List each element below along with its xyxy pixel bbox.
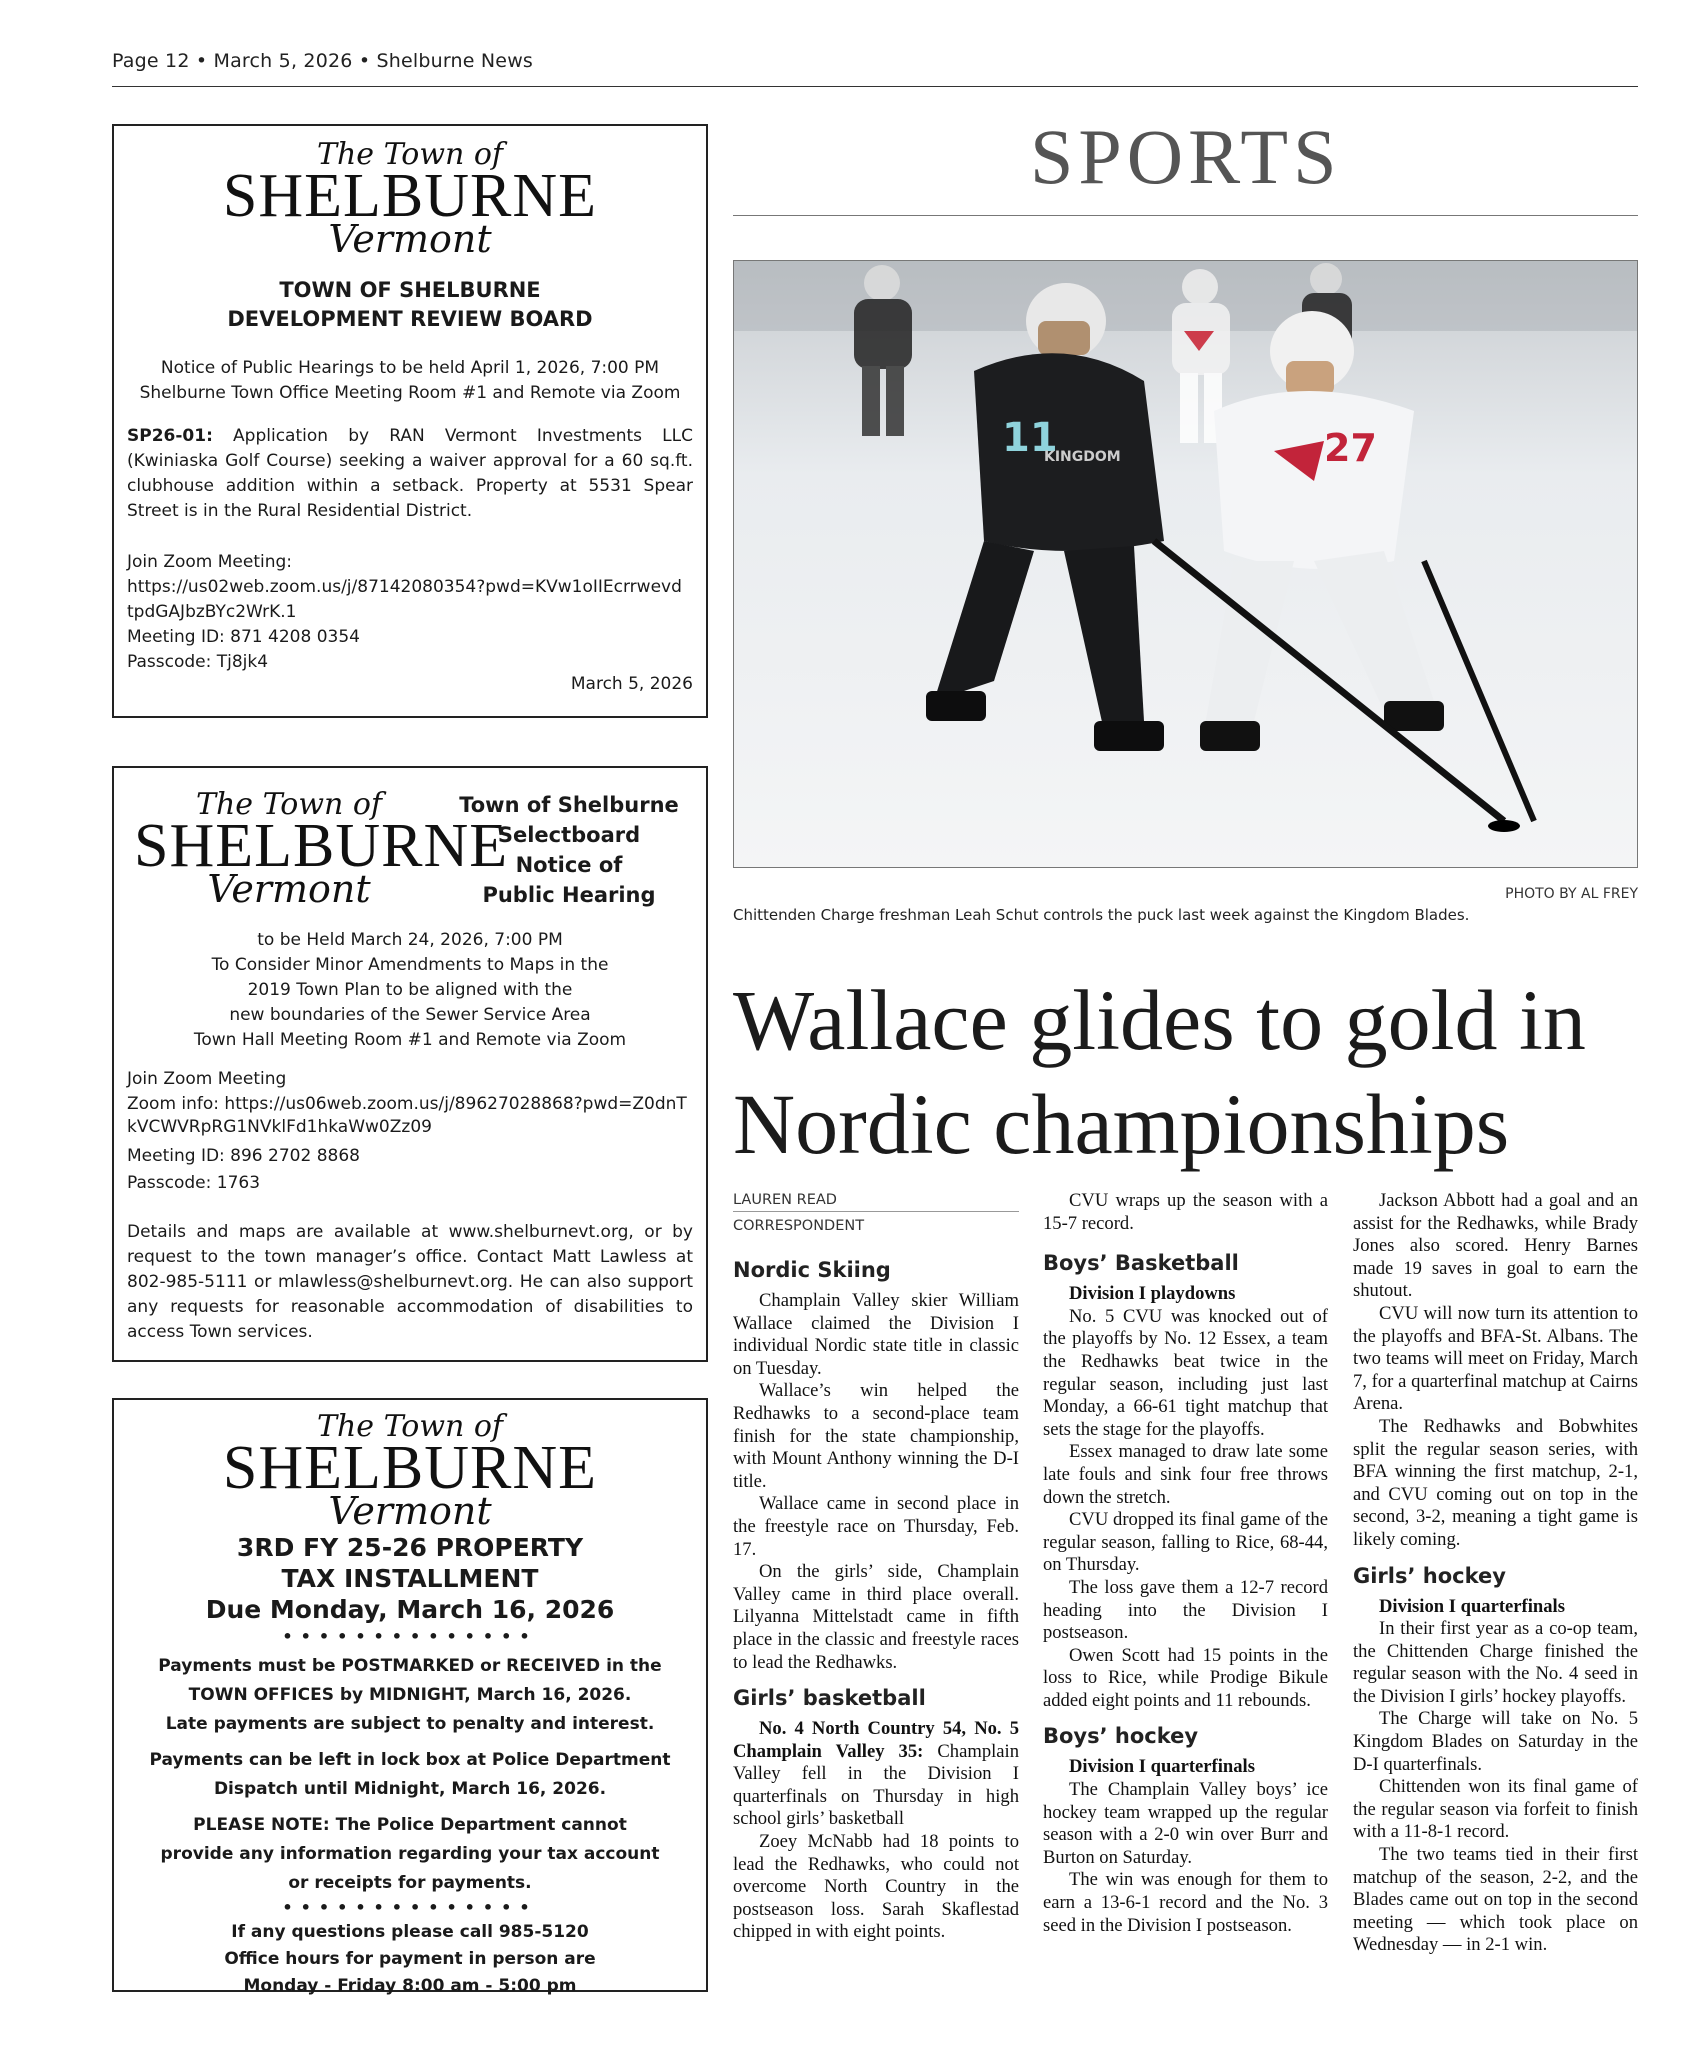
paragraph: CVU will now turn its attention to the playoffs and BFA-St. Albans. The two teams will meet on Friday, March 7, for a quarterfinal matchup at Cairns Arena. bbox=[1353, 1302, 1638, 1415]
subsubhead: Division I quarterfinals bbox=[1379, 1595, 1565, 1617]
paragraph: The loss gave them a 12-7 record heading into the Division I postseason. bbox=[1043, 1576, 1328, 1644]
drb-notice bbox=[112, 124, 708, 718]
article-headline: Wallace glides to gold in Nordic championships bbox=[733, 972, 1586, 1172]
paragraph: The win was enough for them to earn a 13-6-1 record and the No. 3 seed in the Division I postseason. bbox=[1043, 1869, 1328, 1936]
article-column-2 bbox=[1043, 1190, 1328, 1937]
paragraph: The Charge will take on No. 5 Kingdom Blades on Saturday in the D-I quarterfinals. bbox=[1353, 1708, 1638, 1775]
paragraph: No. 5 CVU was knocked out of the playoffs by No. 12 Essex, a team the Redhawks beat twice in the regular season, including just last Monday, a 66-61 tight matchup that sets the stage for the playoffs. bbox=[1043, 1305, 1328, 1440]
byline-role: CORRESPONDENT bbox=[733, 1218, 865, 1234]
drb-title: TOWN OF SHELBURNE DEVELOPMENT REVIEW BOARD bbox=[227, 278, 593, 331]
subhead-boys-basketball: Boys’ Basketball bbox=[1043, 1251, 1239, 1276]
hockey-photo-illustration bbox=[734, 261, 1638, 868]
town-logo: The Town of SHELBURNE Vermont bbox=[222, 137, 598, 261]
paragraph: Chittenden won its final game of the regular season via forfeit to finish with a 11-8-1 record. bbox=[1353, 1776, 1638, 1843]
selectboard-title: Town of Shelburne Selectboard Notice of Public Hearing bbox=[459, 793, 679, 907]
section-title: SPORTS bbox=[1030, 113, 1342, 200]
article-column-3 bbox=[1353, 1190, 1638, 1957]
subsubhead: Division I quarterfinals bbox=[1069, 1756, 1255, 1778]
drb-application: SP26-01: Application by RAN Vermont Investments LLC (Kwiniaska Golf Course) seeking a waiver approval for a 60 sq.ft. clubhouse addition within a setback. Property at 5531 Spear Street is in the Rural Residential District. bbox=[127, 426, 693, 521]
page-folio: Page 12 • March 5, 2026 • Shelburne News bbox=[112, 50, 534, 72]
town-logo: The Town of SHELBURNE Vermont bbox=[222, 1409, 598, 1533]
paragraph: Zoey McNabb had 18 points to lead the Redhawks, who could not overcome North Country in the postseason loss. Sarah Skaflestad chipped in with eight points. bbox=[733, 1831, 1019, 1943]
svg-text:KINGDOM: KINGDOM bbox=[1044, 449, 1121, 465]
paragraph: The two teams tied in their first matchup of the season, 2-2, and the Blades came out on top in the second meeting — which took place on Wednesday — in 2-1 win. bbox=[1353, 1844, 1638, 1956]
header-rule bbox=[112, 86, 1638, 87]
photo-credit: PHOTO BY AL FREY bbox=[1505, 886, 1638, 902]
selectboard-zoom-info: Join Zoom Meeting Zoom info: https://us06web.zoom.us/j/89627028868?pwd=Z0dnT kVCWVRpRG1NVklFd1hkaWw0Zz09 Meeting ID: 896 2702 8868 Passcode: 1763 bbox=[127, 1066, 693, 1197]
subhead-girls-basketball: Girls’ basketball bbox=[733, 1686, 926, 1711]
subhead-boys-hockey: Boys’ hockey bbox=[1043, 1724, 1199, 1749]
paragraph: In their first year as a co-op team, the Chittenden Charge finished the regular season with the No. 4 seed in the Division I girls’ hockey playoffs. bbox=[1353, 1618, 1638, 1707]
paragraph: The Redhawks and Bobwhites split the regular season series, with BFA winning the first matchup, 2-1, and CVU coming out on top in the second, 3-2, meaning a tight game is likely coming. bbox=[1353, 1415, 1638, 1550]
drb-zoom-info: Join Zoom Meeting: https://us02web.zoom.us/j/87142080354?pwd=KVw1oIIEcrrwevd tpdGAJbzBYc2WrK.1 Meeting ID: 871 4208 0354 Passcode: Tj8jk4 March 5, 2026 bbox=[127, 552, 693, 694]
subhead-nordic: Nordic Skiing bbox=[733, 1258, 891, 1282]
byline-name: LAUREN READ bbox=[733, 1192, 837, 1208]
section-rule bbox=[733, 215, 1638, 216]
drb-zoom-link[interactable]: https://us02web.zoom.us/j/87142080354?pwd=KVw1oIIEcrrwevd bbox=[127, 577, 682, 597]
article-column-1 bbox=[733, 1190, 1019, 1944]
selectboard-details: Details and maps are available at www.shelburnevt.org, or by request to the town manager’s office. Contact Matt Lawless at 802-985-5111 or mlawless@shelburnevt.org. He can also support any requests for reasonable accommodation of disabilities to access Town services. bbox=[127, 1222, 693, 1342]
tax-title: 3RD FY 25-26 PROPERTY TAX INSTALLMENT Due Monday, March 16, 2026 bbox=[205, 1533, 615, 1624]
tax-notice bbox=[112, 1398, 708, 1996]
paragraph: Wallace came in second place in the freestyle race on Thursday, Feb. 17. bbox=[733, 1493, 1019, 1560]
paragraph: Jackson Abbott had a goal and an assist for the Redhawks, while Brady Jones also scored. Henry Barnes made 19 saves in goal to earn the shutout. bbox=[1353, 1190, 1638, 1302]
subhead-girls-hockey: Girls’ hockey bbox=[1353, 1563, 1506, 1588]
paragraph: On the girls’ side, Champlain Valley came in third place overall. Lilyanna Mittelstadt came in fifth place in the classic and freestyle races to lead the Redhawks. bbox=[733, 1561, 1019, 1673]
tax-payment-info: Payments must be POSTMARKED or RECEIVED in the TOWN OFFICES by MIDNIGHT, March 16, 2026. Late payments are subject to penalty and interest. Payments can be left in lock box at Police Department Dispatch until Midnight, March 16, 2026. PLEASE NOTE: The Police Department cannot provide any information regarding your tax account or receipts for payments. bbox=[149, 1656, 671, 1893]
paragraph: The Champlain Valley boys’ ice hockey team wrapped up the regular season with a 2-0 win over Burr and Burton on Saturday. bbox=[1043, 1779, 1328, 1868]
hockey-photo bbox=[733, 260, 1638, 868]
paragraph: CVU dropped its final game of the regular season, falling to Rice, 68-44, on Thursday. bbox=[1043, 1509, 1328, 1576]
dots-divider: •••••••••••••• bbox=[282, 1627, 538, 1646]
photo-caption: Chittenden Charge freshman Leah Schut controls the puck last week against the Kingdom Blades. bbox=[733, 906, 1470, 924]
svg-text:27: 27 bbox=[1324, 426, 1377, 470]
paragraph: Essex managed to draw late some late fouls and sink four free throws down the stretch. bbox=[1043, 1441, 1328, 1508]
byline-rule bbox=[733, 1211, 1019, 1212]
dots-divider: •••••••••••••• bbox=[282, 1898, 538, 1917]
paragraph: CVU wraps up the season with a 15-7 record. bbox=[1043, 1190, 1328, 1234]
drb-intro: Notice of Public Hearings to be held April 1, 2026, 7:00 PM Shelburne Town Office Meeting Room #1 and Remote via Zoom bbox=[139, 358, 681, 403]
selectboard-zoom-link[interactable]: Zoom info: https://us06web.zoom.us/j/89627028868?pwd=Z0dnT bbox=[127, 1094, 687, 1114]
svg-text:11: 11 bbox=[1002, 415, 1058, 461]
selectboard-hearing-details: to be Held March 24, 2026, 7:00 PM To Consider Minor Amendments to Maps in the 2019 Town Plan to be aligned with the new boundaries of the Sewer Service Area Town Hall Meeting Room #1 and Remote via Zoom bbox=[193, 930, 627, 1050]
paragraph: Wallace’s win helped the Redhawks to a second-place team finish for the state championship, with Mount Anthony winning the D-I title. bbox=[733, 1380, 1019, 1492]
subsubhead: Division I playdowns bbox=[1069, 1283, 1236, 1305]
paragraph: Owen Scott had 15 points in the loss to Rice, while Prodige Bikule added eight points and 11 rebounds. bbox=[1043, 1644, 1328, 1711]
paragraph: Champlain Valley skier William Wallace claimed the Division I individual Nordic state title in classic on Tuesday. bbox=[733, 1290, 1019, 1379]
town-logo: The Town of SHELBURNE Vermont bbox=[134, 787, 509, 911]
paragraph: No. 4 North Country 54, No. 5 Champlain Valley 35: Champlain Valley fell in the Division I quarterfinals on Thursday in high school girls’ basketball bbox=[733, 1718, 1019, 1830]
tax-contact-info: If any questions please call 985-5120 Office hours for payment in person are Monday - Friday 8:00 am - 5:00 pm bbox=[224, 1922, 596, 1996]
selectboard-notice bbox=[112, 766, 708, 1362]
